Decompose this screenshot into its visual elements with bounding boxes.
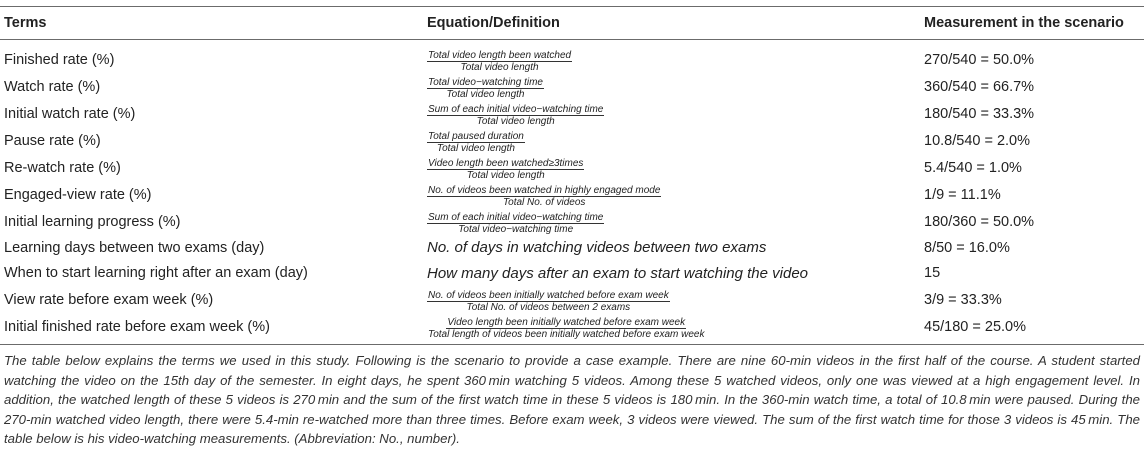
equation-cell [423,313,920,345]
table-row [0,100,1144,127]
measurement-cell: 270/540 = 50.0% [924,51,1035,68]
fraction-denominator: Total No. of videos between 2 exams [466,302,631,313]
table-footnote: The table below explains the terms we used in this study. Following is the scenario to provide a case example. There are nine 60-min videos in the first half of the course. A student started watching the video on the 15th day of the semester. In eight days, he spent 360 min watching 5 videos. Among these 5 watched videos, only one was viewed at a high engagement level. In addition, the watched length of these 5 videos is 270 min and the sum of the first watch time in these 5 videos is 180 min. In the 360-min watch time, a total of 10.8 min were paused. During the 270-min watched video length, there were 5.4-min re-watched more than three times. Before exam week, 3 videos were viewed. The sum of the first watch time for those 3 videos is 45 min. The table below is his video-watching measurements. (Abbreviation: No., number). [4,353,1140,447]
fraction [427,290,670,313]
fraction [427,317,705,340]
measurement-cell: 8/50 = 16.0% [924,239,1010,256]
fraction-denominator: Total video length [476,116,555,127]
fraction-numerator: Sum of each initial video−watching time [428,212,604,223]
equation-cell [423,127,920,154]
equation-cell [423,181,920,208]
term-cell: View rate before exam week (%) [4,291,214,308]
measurement-cell: 180/360 = 50.0% [924,213,1035,230]
equation-cell [423,261,920,287]
table-row [0,235,1144,261]
equation-cell [423,40,920,74]
fraction-numerator: Total video length been watched [428,50,572,61]
table-row [0,154,1144,181]
measurement-cell: 360/540 = 66.7% [924,78,1035,95]
definition-text: No. of days in watching videos between two exams [427,239,767,257]
table-row [0,208,1144,235]
term-cell: Initial watch rate (%) [4,105,136,122]
equation-cell [423,286,920,313]
fraction-numerator: No. of videos been watched in highly engaged mode [428,185,661,196]
equation-cell [423,100,920,127]
header-measurement: Measurement in the scenario [920,7,1144,40]
term-cell: Finished rate (%) [4,51,115,68]
fraction-numerator: Total video−watching time [428,77,543,88]
term-cell: Watch rate (%) [4,78,101,95]
fraction-denominator: Total video−watching time [458,224,574,235]
term-cell: Initial finished rate before exam week (%) [0,313,423,345]
table-row [0,181,1144,208]
fraction-numerator: Video length been watched≥3times [428,158,584,169]
term-cell: When to start learning right after an exam (day) [4,265,308,282]
term-cell: Learning days between two exams (day) [4,239,265,256]
term-cell: Engaged-view rate (%) [4,186,152,203]
measurement-cell: 15 [924,265,941,282]
measurement-cell: 3/9 = 33.3% [924,291,1002,308]
table-row [0,286,1144,313]
measurement-cell: 45/180 = 25.0% [920,313,1144,345]
fraction-denominator: Total video length [466,170,545,181]
fraction [427,212,604,235]
equation-cell [423,235,920,261]
fraction-numerator: Video length been initially watched before exam week [447,317,686,328]
header-equation: Equation/Definition [423,7,920,40]
table-row [0,40,1144,74]
measurement-cell: 180/540 = 33.3% [924,105,1035,122]
fraction-denominator: Total video length [436,143,515,154]
header-terms: Terms [0,7,423,40]
fraction-denominator: Total video length [446,89,525,100]
measurement-cell: 1/9 = 11.1% [924,186,1001,203]
measurement-cell: 5.4/540 = 1.0% [924,159,1022,176]
fraction-denominator: Total No. of videos [502,197,586,208]
table-row [0,313,1144,345]
fraction [427,185,661,208]
terms-table [0,6,1144,345]
term-cell: Pause rate (%) [4,132,101,149]
fraction [427,77,544,100]
measurement-cell: 10.8/540 = 2.0% [924,132,1031,149]
equation-cell [423,208,920,235]
fraction [427,104,604,127]
definition-text: How many days after an exam to start watching the video [427,264,809,282]
fraction [427,131,525,154]
term-cell: Initial learning progress (%) [4,213,181,230]
table-row [0,73,1144,100]
term-cell: Re-watch rate (%) [4,159,121,176]
fraction-numerator: Total paused duration [428,131,524,142]
fraction-numerator: Sum of each initial video−watching time [428,104,604,115]
fraction [427,158,584,181]
equation-cell [423,73,920,100]
fraction [427,50,572,73]
table-row [0,127,1144,154]
fraction-denominator: Total video length [460,62,539,73]
table-header-row [0,7,1144,40]
equation-cell [423,154,920,181]
fraction-numerator: No. of videos been initially watched before exam week [428,290,669,301]
fraction-denominator: Total length of videos been initially watched before exam week [428,329,705,340]
table-row [0,261,1144,287]
